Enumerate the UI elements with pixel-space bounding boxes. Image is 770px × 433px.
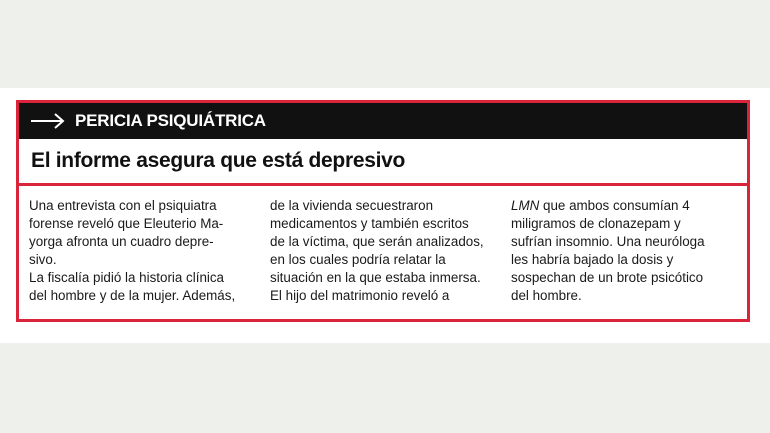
body-line: situación en la que estaba inmersa. <box>270 270 481 285</box>
body-line: sivo. <box>29 252 57 267</box>
body-line-first: LMN que ambos consumían 4 <box>511 198 690 213</box>
body-line: en los cuales podría relatar la <box>270 252 446 267</box>
body-column-2 <box>270 197 502 305</box>
body-line: del hombre. <box>511 288 582 303</box>
body-column-1 <box>29 197 261 305</box>
body-line: de la vivienda secuestraron <box>270 198 434 213</box>
body-line: La fiscalía pidió la historia clínica <box>29 270 225 285</box>
arrow-right-icon <box>29 111 69 131</box>
body-line: sospechan de un brote psicótico <box>511 270 704 285</box>
media-abbreviation: LMN <box>511 198 540 213</box>
body-line: yorga afronta un cuadro depre- <box>29 234 214 249</box>
body-line: El hijo del matrimonio reveló a <box>270 288 450 303</box>
body-line: Una entrevista con el psiquiatra <box>29 198 217 213</box>
body-column-3 <box>511 197 743 305</box>
body-line: forense reveló que Eleuterio Ma- <box>29 216 224 231</box>
body-line: del hombre y de la mujer. Además, <box>29 288 236 303</box>
kicker-label: PERICIA PSIQUIÁTRICA <box>75 111 266 130</box>
body-columns <box>29 197 739 317</box>
body-line: miligramos de clonazepam y <box>511 216 681 231</box>
body-line: medicamentos y también escritos <box>270 216 469 231</box>
info-box <box>16 100 750 322</box>
body-line: de la víctima, que serán analizados, <box>270 234 484 249</box>
kicker-bar <box>19 103 747 139</box>
headline-row <box>19 139 747 186</box>
body-line: sufrían insomnio. Una neuróloga <box>511 234 705 249</box>
headline: El informe asegura que está depresivo <box>31 149 406 172</box>
body-line: les habría bajado la dosis y <box>511 252 674 267</box>
